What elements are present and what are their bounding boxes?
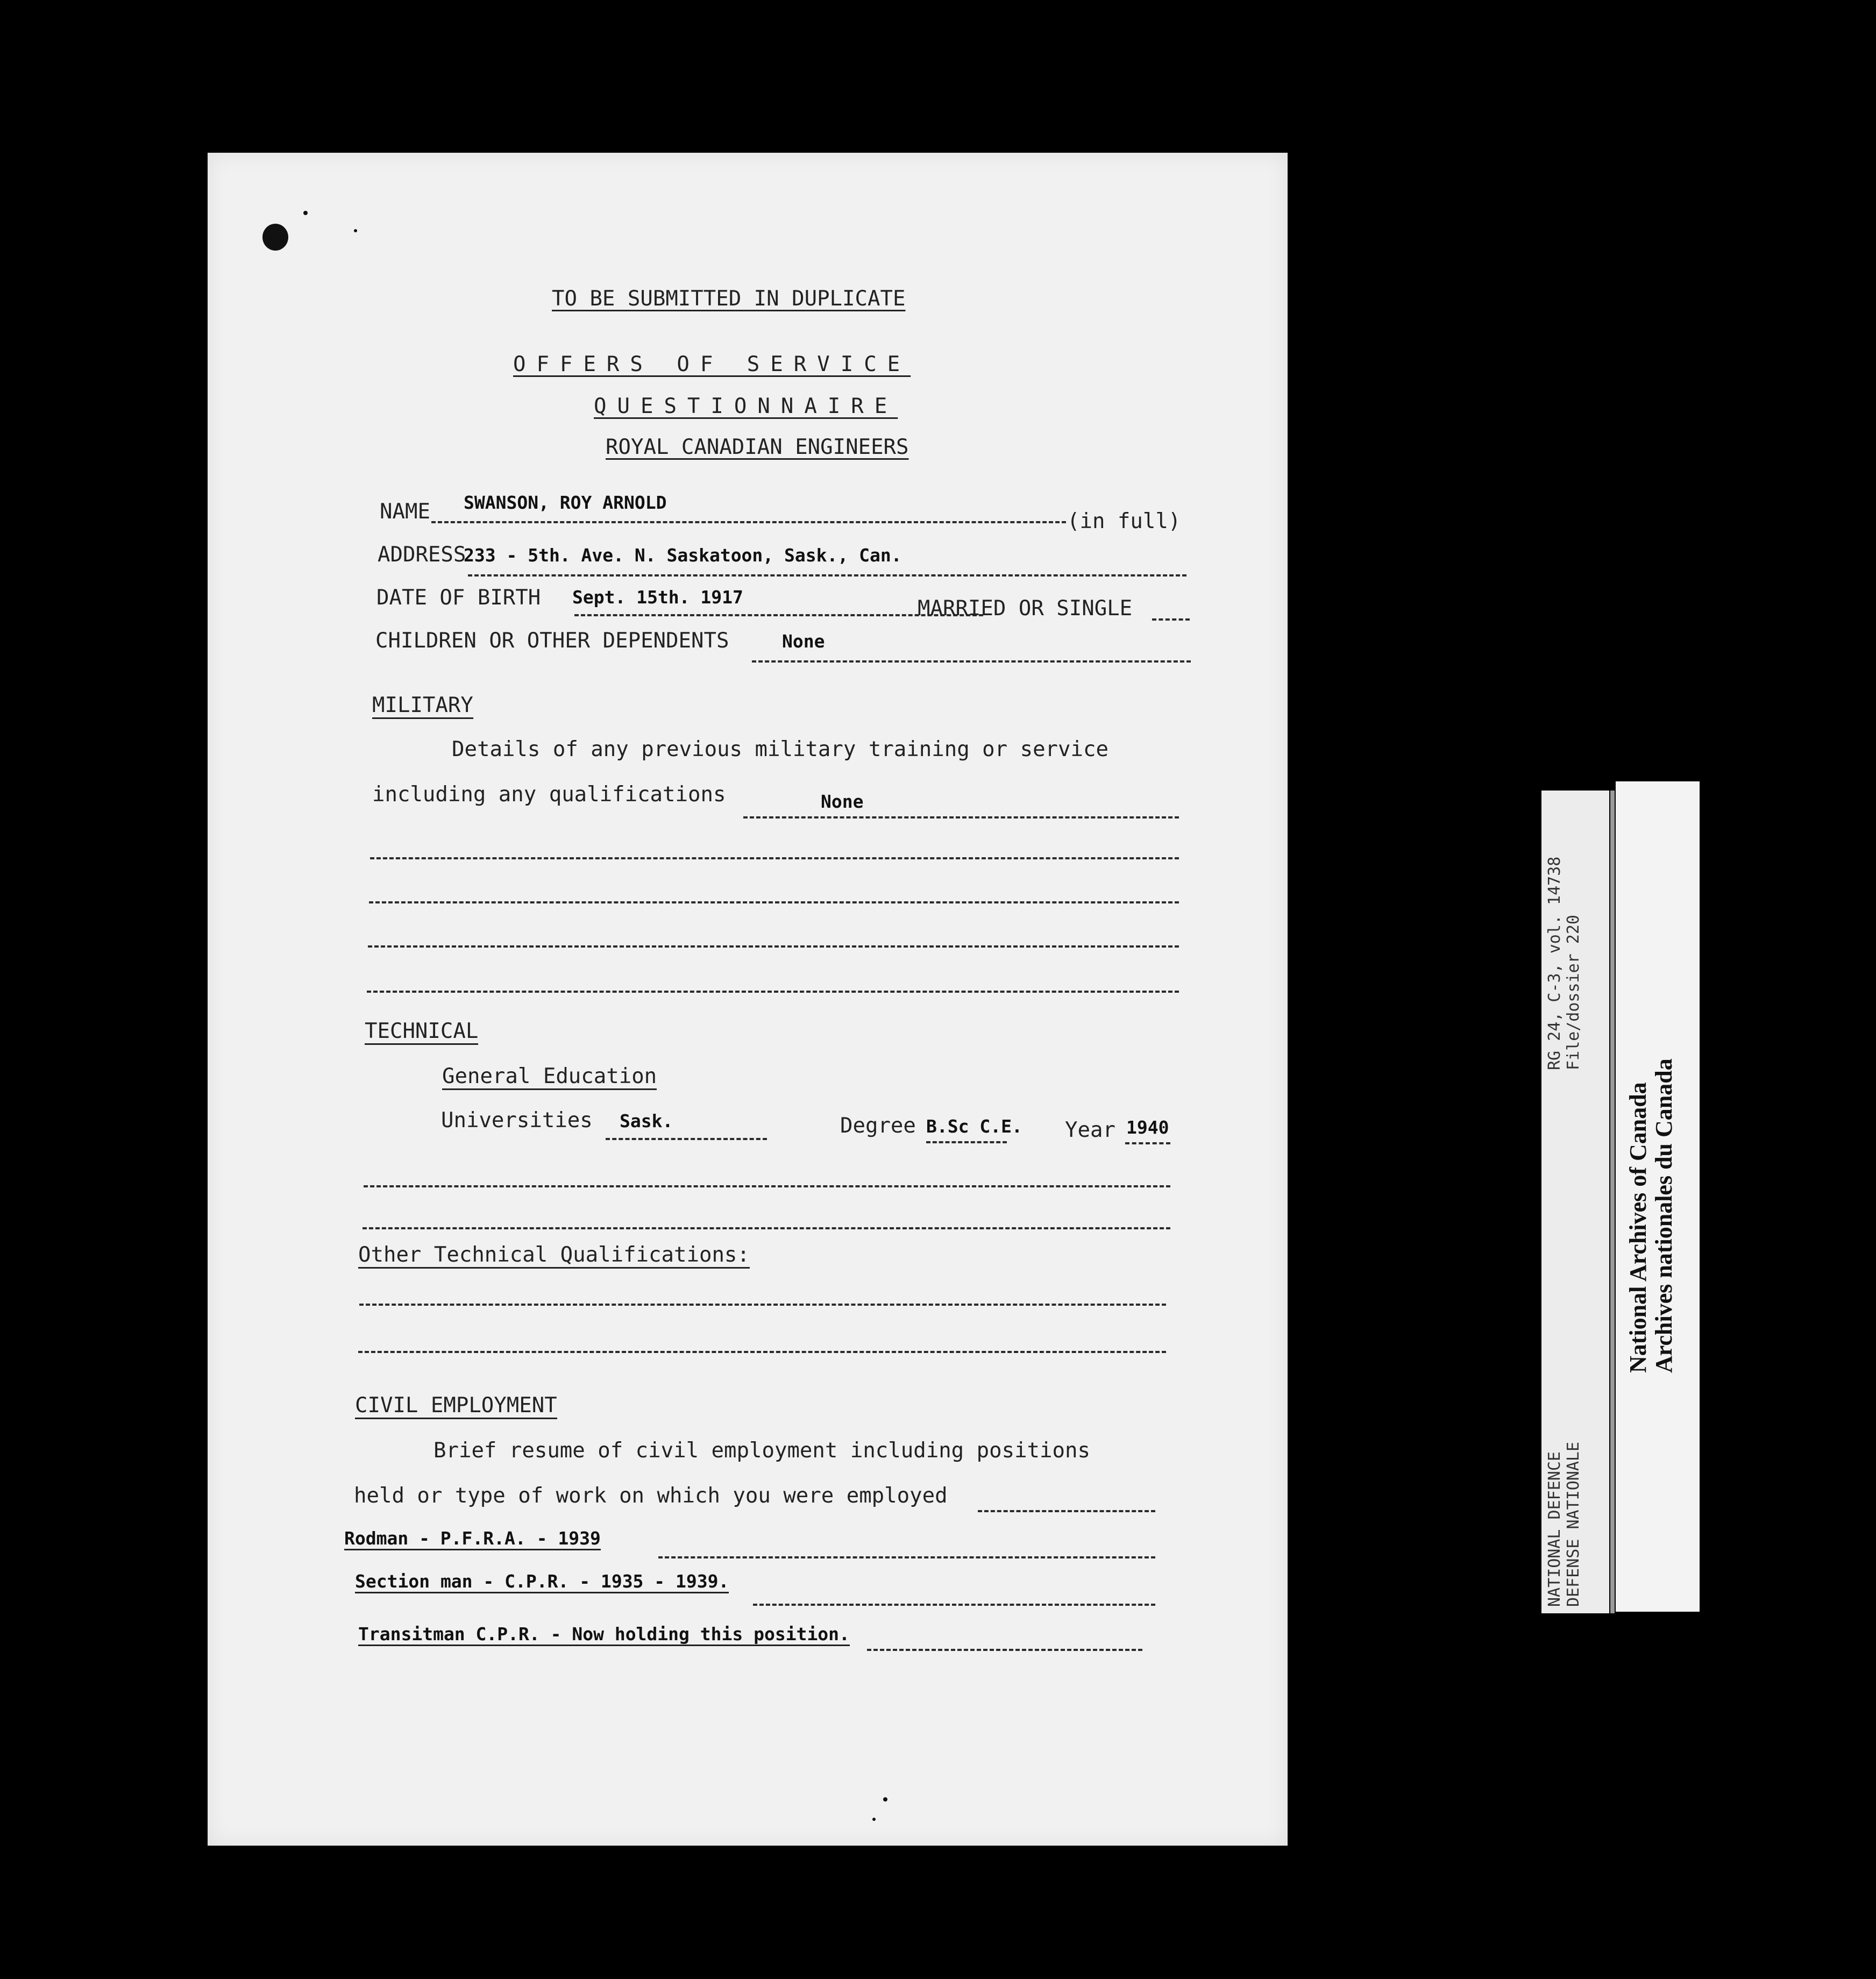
archive-reference-label [1541, 791, 1609, 1613]
employment-entry: Rodman - P.F.R.A. - 1939 [344, 1529, 601, 1550]
other-technical-heading: Other Technical Qualifications: [358, 1244, 750, 1269]
civil-line [978, 1510, 1155, 1512]
title-royal-canadian-engineers: ROYAL CANADIAN ENGINEERS [606, 435, 909, 459]
civil-line1: Brief resume of civil employment including positions [434, 1439, 1090, 1463]
address-line [468, 574, 1186, 576]
universities-value: Sask. [620, 1110, 673, 1131]
military-line [367, 991, 1179, 993]
military-line [743, 816, 1179, 818]
paper-speck [872, 1818, 876, 1821]
archives-canada-text: National Archives of Canada Archives nationales du Canada [1625, 1058, 1678, 1373]
name-line [431, 521, 1066, 523]
military-line2: including any qualifications [372, 782, 726, 807]
address-label: ADDRESS [378, 543, 466, 567]
employment-entry: Transitman C.P.R. - Now holding this position. [358, 1625, 850, 1646]
military-line1: Details of any previous military training or service [452, 737, 1108, 761]
universities-label: Universities [441, 1108, 593, 1133]
header-duplicate: TO BE SUBMITTED IN DUPLICATE [552, 287, 906, 311]
paper-speck [883, 1797, 887, 1802]
name-suffix: (in full) [1067, 509, 1181, 533]
degree-label: Degree [840, 1114, 916, 1138]
degree-line [926, 1141, 1007, 1143]
title-questionnaire: QUESTIONNAIRE [594, 394, 898, 418]
civil-employment-heading: CIVIL EMPLOYMENT [355, 1395, 557, 1419]
archives-canada-label [1616, 781, 1700, 1612]
punch-hole [262, 224, 288, 251]
paper-speck [354, 229, 357, 232]
military-line [368, 945, 1179, 948]
military-value: None [821, 791, 864, 812]
education-line [363, 1227, 1170, 1229]
military-heading: MILITARY [372, 695, 473, 719]
children-line [752, 660, 1191, 663]
archive-reference: RG 24, C-3, vol. 14738 File/dossier 220 [1545, 856, 1583, 1070]
year-line [1125, 1142, 1170, 1144]
name-label: NAME [380, 500, 430, 524]
universities-line [606, 1138, 767, 1140]
education-line [364, 1185, 1170, 1187]
employment-line [867, 1649, 1142, 1651]
year-label: Year [1065, 1118, 1115, 1142]
address-value: 233 - 5th. Ave. N. Saskatoon, Sask., Can. [464, 545, 902, 566]
employment-line [658, 1556, 1155, 1558]
employment-entry: Section man - C.P.R. - 1935 - 1939. [355, 1572, 729, 1593]
other-technical-line [359, 1304, 1166, 1306]
general-education-heading: General Education [442, 1066, 657, 1090]
dob-value: Sept. 15th. 1917 [572, 587, 743, 608]
archive-department: NATIONAL DEFENCE DEFENSE NATIONALE [1545, 1441, 1583, 1607]
degree-value: B.Sc C.E. [926, 1116, 1022, 1137]
other-technical-line [358, 1351, 1166, 1353]
dob-label: DATE OF BIRTH [376, 586, 541, 610]
children-value: None [782, 631, 825, 652]
title-offers-of-service: OFFERS OF SERVICE [513, 352, 911, 376]
year-value: 1940 [1126, 1117, 1169, 1138]
married-label: MARRIED OR SINGLE [918, 596, 1133, 621]
civil-line2: held or type of work on which you were employed [354, 1484, 948, 1508]
paper-speck [303, 211, 308, 215]
document-page [208, 153, 1288, 1846]
name-value: SWANSON, ROY ARNOLD [464, 492, 667, 513]
married-line [1152, 618, 1190, 621]
military-line [369, 901, 1179, 903]
children-label: CHILDREN OR OTHER DEPENDENTS [375, 629, 729, 653]
technical-heading: TECHNICAL [365, 1021, 478, 1045]
military-line [370, 857, 1179, 859]
employment-line [753, 1604, 1155, 1606]
